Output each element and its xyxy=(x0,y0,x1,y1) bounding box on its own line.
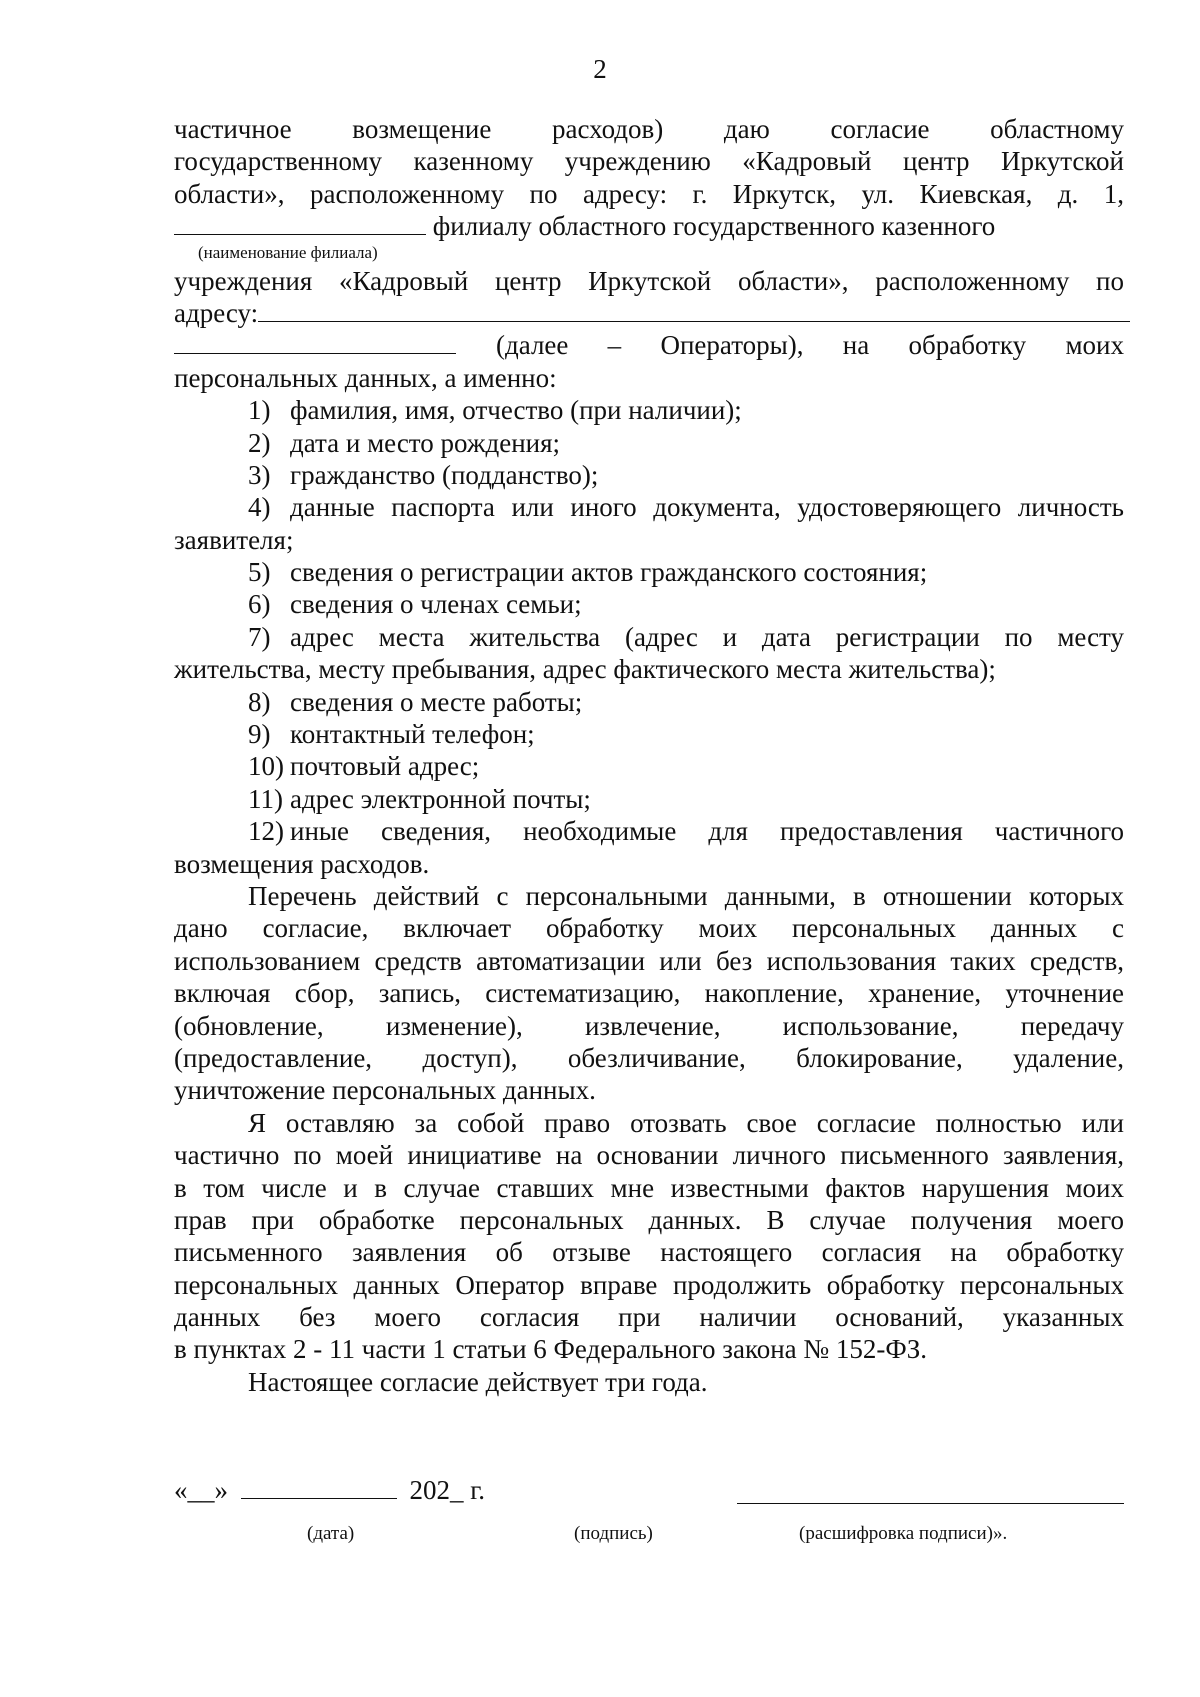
date-day-blank[interactable]: «__» xyxy=(174,1475,228,1505)
intro-line-3: области», расположенному по адресу: г. Иркутск, ул. Киевская, д. 1, xyxy=(174,178,1124,209)
list-item: 7) адрес места жительства (адрес и дата регистрации по месту xyxy=(248,621,1124,652)
address-label: адресу: xyxy=(174,297,259,328)
actions-paragraph xyxy=(174,880,1124,1107)
signature-caption: (подпись) xyxy=(574,1523,653,1544)
intro-line-7-text: (далее – Операторы), на обработку моих xyxy=(496,330,1124,361)
withdraw-paragraph xyxy=(174,1107,1124,1366)
branch-name-blank[interactable] xyxy=(174,212,426,235)
intro-line-4-text: филиалу областного государственного казенного xyxy=(426,211,996,242)
list-item: 8) сведения о месте работы; xyxy=(248,686,583,717)
list-item: 3) гражданство (подданство); xyxy=(248,459,599,490)
intro-line-2: государственному казенному учреждению «Кадровый центр Иркутской xyxy=(174,146,1124,177)
list-item: 6) сведения о членах семьи; xyxy=(248,589,582,620)
list-item-continuation: возмещения расходов. xyxy=(174,848,430,879)
paragraph-line: Я оставляю за собой право отозвать свое согласие полностью или xyxy=(248,1107,1124,1138)
list-item-continuation: заявителя; xyxy=(174,524,294,555)
list-item: 9) контактный телефон; xyxy=(248,719,535,750)
paragraph-line: данных без моего согласия при наличии оснований, указанных xyxy=(174,1302,1124,1333)
paragraph-line: Перечень действий с персональными данными, в отношении которых xyxy=(248,880,1124,911)
document-body xyxy=(174,113,1124,1398)
personal-data-list xyxy=(174,394,1124,880)
intro-line-7 xyxy=(174,329,1124,361)
list-item: 1) фамилия, имя, отчество (при наличии); xyxy=(248,395,742,426)
paragraph-line: (предоставление, доступ), обезличивание, блокирование, удаление, xyxy=(174,1042,1124,1073)
signature-decoding-blank[interactable] xyxy=(737,1503,1124,1504)
list-item: 4) данные паспорта или иного документа, удостоверяющего личность xyxy=(248,492,1124,523)
paragraph-line: использованием средств автоматизации или без использования таких средств, xyxy=(174,945,1124,976)
paragraph-line: дано согласие, включает обработку моих персональных данных с xyxy=(174,913,1124,944)
paragraph-line: письменного заявления об отзыве настоящего согласия на обработку xyxy=(174,1237,1124,1268)
intro-line-8: персональных данных, а именно: xyxy=(174,362,557,393)
signature-block xyxy=(174,1475,1124,1575)
list-item: 12) иные сведения, необходимые для предоставления частичного xyxy=(248,816,1124,847)
paragraph-line: частично по моей инициативе на основании личного письменного заявления, xyxy=(174,1140,1124,1171)
date-caption: (дата) xyxy=(307,1523,355,1544)
paragraph-line: прав при обработке персональных данных. В случае получения моего xyxy=(174,1204,1124,1235)
list-item: 11) адрес электронной почты; xyxy=(248,783,591,814)
address-blank-continued[interactable] xyxy=(174,331,456,354)
list-item: 10) почтовый адрес; xyxy=(248,751,480,782)
date-month-blank[interactable] xyxy=(241,1476,397,1499)
date-year: 202_ г. xyxy=(409,1475,486,1505)
decoding-caption: (расшифровка подписи)». xyxy=(799,1523,1008,1544)
list-item: 5) сведения о регистрации актов гражданского состояния; xyxy=(248,557,928,588)
page-number: 2 xyxy=(593,54,607,84)
list-item: 2) дата и место рождения; xyxy=(248,427,561,458)
paragraph-line: в пунктах 2 - 11 части 1 статьи 6 Федерального закона № 152-ФЗ. xyxy=(174,1334,927,1365)
intro-line-4 xyxy=(174,210,1124,242)
paragraph-line: (обновление, изменение), извлечение, использование, передачу xyxy=(174,1010,1124,1041)
paragraph-line: включая сбор, запись, систематизацию, накопление, хранение, уточнение xyxy=(174,978,1124,1009)
address-blank[interactable] xyxy=(258,299,1130,322)
intro-line-5: учреждения «Кадровый центр Иркутской области», расположенному по xyxy=(174,265,1124,296)
list-item-continuation: жительства, месту пребывания, адрес фактического места жительства); xyxy=(174,654,996,685)
intro-line-1: частичное возмещение расходов) даю согласие областному xyxy=(174,114,1124,144)
paragraph-line: персональных данных Оператор вправе продолжить обработку персональных xyxy=(174,1269,1124,1300)
branch-name-caption: (наименование филиала) xyxy=(198,242,378,262)
paragraph-line: уничтожение персональных данных. xyxy=(174,1075,596,1106)
validity-statement: Настоящее согласие действует три года. xyxy=(248,1366,708,1397)
intro-line-6 xyxy=(174,297,1124,329)
date-field-row xyxy=(174,1475,485,1506)
paragraph-line: в том числе и в случае ставших мне известными фактов нарушения моих xyxy=(174,1172,1124,1203)
